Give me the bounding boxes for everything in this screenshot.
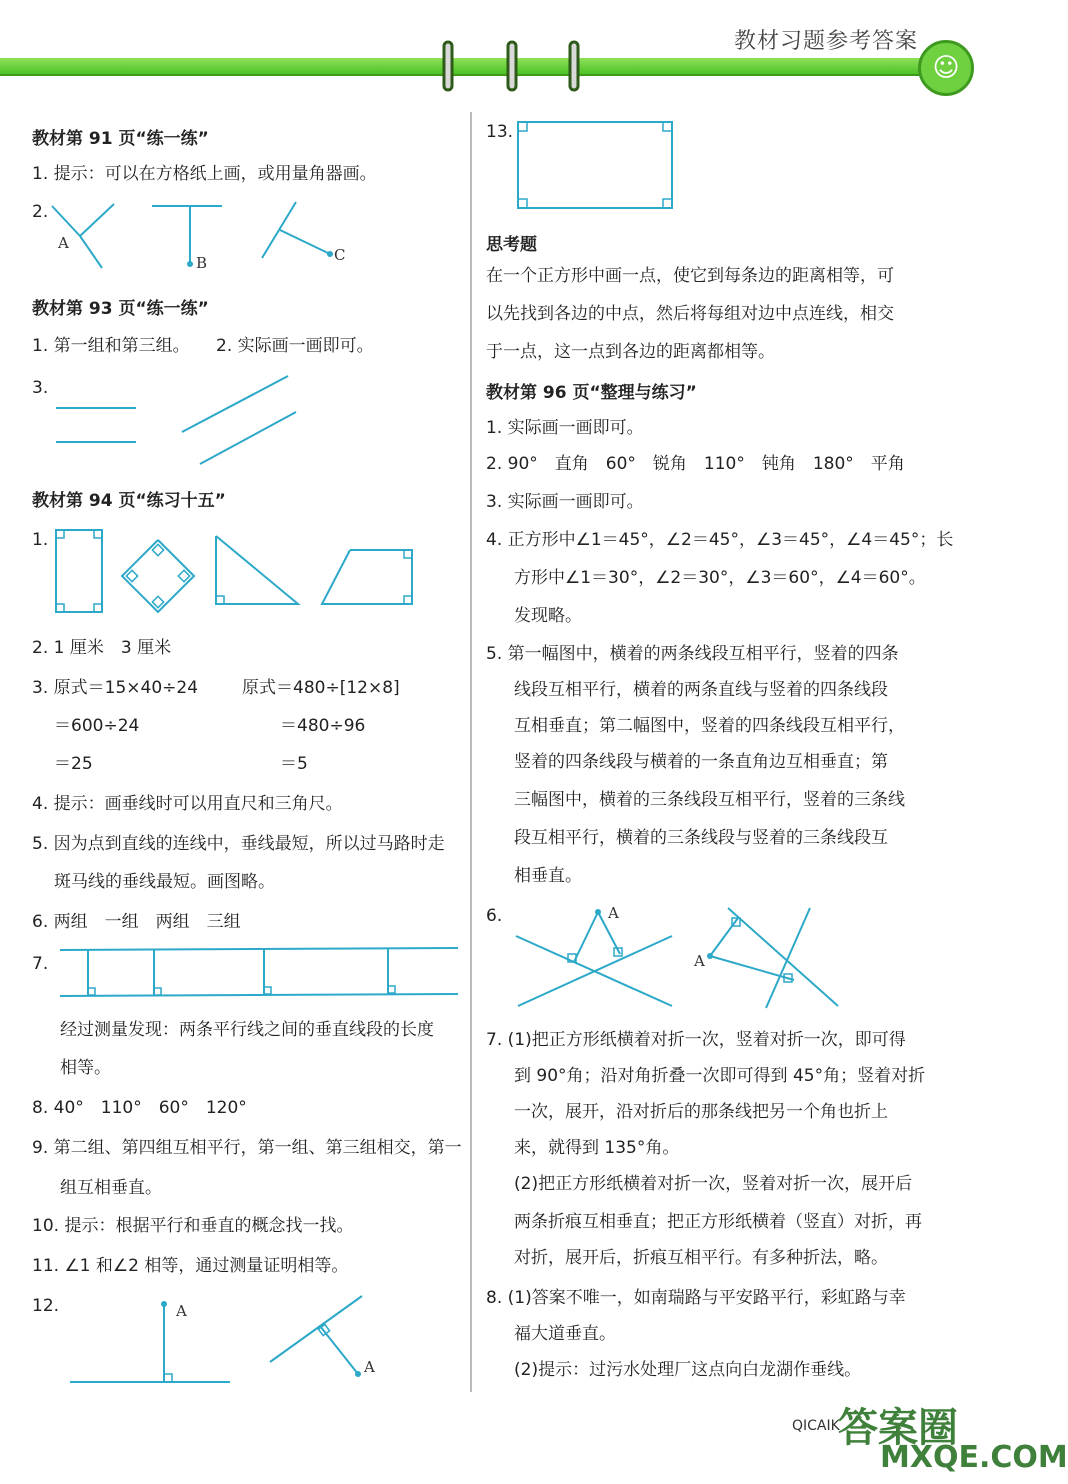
answer-96-8b: 福大道垂直。 <box>514 1324 616 1344</box>
mascot-logo-icon: ☺ <box>918 40 974 96</box>
label-c: C <box>334 246 346 264</box>
section-title-91: 教材第 91 页“练一练” <box>32 129 209 149</box>
answer-94-3e: ＝480÷96 <box>280 716 366 736</box>
answer-94-3c: ＝25 <box>54 754 93 774</box>
answer-94-7b: 相等。 <box>60 1058 111 1078</box>
figure-91-2 <box>52 198 352 278</box>
footer-brand: QICAIK <box>792 1418 840 1434</box>
section-title-think: 思考题 <box>486 235 537 255</box>
figure-94-1 <box>54 528 424 618</box>
answer-96-7c: 一次，展开，沿对折后的那条线把另一个角也折上 <box>514 1102 888 1122</box>
answer-94-5a: 5. 因为点到直线的连线中，垂线最短，所以过马路时走 <box>32 834 445 854</box>
answer-96-3: 3. 实际画一画即可。 <box>486 492 644 512</box>
answer-94-3d: 原式＝480÷[12×8] <box>242 678 400 698</box>
answer-96-6: 6. <box>486 906 503 926</box>
figure-96-6 <box>514 902 944 1012</box>
answer-94-11: 11. ∠1 和∠2 相等，通过测量证明相等。 <box>32 1256 349 1276</box>
answer-93-1: 1. 第一组和第三组。 <box>32 336 190 356</box>
watermark: 答案圈 <box>838 1405 958 1451</box>
answer-94-6: 6. 两组 一组 两组 三组 <box>32 912 241 932</box>
answer-94-2: 2. 1 厘米 3 厘米 <box>32 638 172 658</box>
label-a: A <box>608 904 619 922</box>
section-title-93: 教材第 93 页“练一练” <box>32 299 209 319</box>
header-title: 教材习题参考答案 <box>733 29 918 54</box>
answer-96-5d: 竖着的四条线段与横着的一条直角边互相垂直；第 <box>514 752 888 772</box>
answer-94-9b: 组互相垂直。 <box>60 1178 162 1198</box>
label-a: A <box>176 1302 187 1320</box>
answer-94-7: 7. <box>32 954 49 974</box>
answer-94-8: 8. 40° 110° 60° 120° <box>32 1098 247 1118</box>
answer-93-3: 3. <box>32 378 49 398</box>
answer-96-7e: (2)把正方形纸横着对折一次，竖着对折一次，展开后 <box>514 1174 913 1194</box>
answer-96-7f: 两条折痕互相垂直；把正方形纸横着（竖直）对折，再 <box>514 1212 922 1232</box>
answer-94-5b: 斑马线的垂线最短。画图略。 <box>54 872 275 892</box>
think-line-1: 在一个正方形中画一点，使它到每条边的距离相等，可 <box>486 266 894 286</box>
answer-96-8c: (2)提示：过污水处理厂这点向白龙湖作垂线。 <box>514 1360 862 1380</box>
answer-94-10: 10. 提示：根据平行和垂直的概念找一找。 <box>32 1216 354 1236</box>
think-line-2: 以先找到各边的中点，然后将每组对边中点连线，相交 <box>486 304 894 324</box>
figure-94-7 <box>60 944 466 1004</box>
answer-96-4b: 方形中∠1＝30°，∠2＝30°，∠3＝60°，∠4＝60°。 <box>514 568 926 588</box>
answer-96-5e: 三幅图中，横着的三条线段互相平行，竖着的三条线 <box>514 790 905 810</box>
column-divider <box>470 112 472 1392</box>
answer-96-5f: 段互相平行，横着的三条线段与竖着的三条线段互 <box>514 828 888 848</box>
answer-94-12: 12. <box>32 1296 60 1316</box>
answer-93-2: 2. 实际画一画即可。 <box>216 336 374 356</box>
answer-96-4a: 4. 正方形中∠1＝45°，∠2＝45°，∠3＝45°，∠4＝45°；长 <box>486 530 954 550</box>
label-a: A <box>694 952 705 970</box>
answer-96-7g: 对折，展开后，折痕互相平行。有多种折法，略。 <box>514 1248 888 1268</box>
answer-96-5a: 5. 第一幅图中，横着的两条线段互相平行，竖着的四条 <box>486 644 899 664</box>
answer-94-3a: 3. 原式＝15×40÷24 <box>32 678 199 698</box>
answer-96-5g: 相垂直。 <box>514 866 582 886</box>
answer-13: 13. <box>486 122 514 142</box>
answer-96-2: 2. 90° 直角 60° 锐角 110° 钝角 180° 平角 <box>486 454 905 474</box>
label-b: B <box>196 254 208 272</box>
answer-96-7a: 7. (1)把正方形纸横着对折一次，竖着对折一次，即可得 <box>486 1030 906 1050</box>
figure-94-12 <box>70 1294 390 1390</box>
answer-94-3b: ＝600÷24 <box>54 716 140 736</box>
binder-rings-icon <box>432 36 592 96</box>
section-title-94: 教材第 94 页“练习十五” <box>32 491 226 511</box>
answer-96-5b: 线段互相平行，横着的两条直线与竖着的四条线段 <box>514 680 888 700</box>
answer-94-7a: 经过测量发现：两条平行线之间的垂直线段的长度 <box>60 1020 434 1040</box>
label-a: A <box>58 234 69 252</box>
answer-96-7d: 来，就得到 135°角。 <box>514 1138 680 1158</box>
watermark-url: MXQE.COM <box>880 1440 1068 1475</box>
answer-94-1: 1. <box>32 530 49 550</box>
answer-91-1: 1. 提示：可以在方格纸上画，或用量角器画。 <box>32 164 377 184</box>
section-title-96: 教材第 96 页“整理与练习” <box>486 383 697 403</box>
answer-96-8a: 8. (1)答案不唯一，如南瑞路与平安路平行，彩虹路与幸 <box>486 1288 906 1308</box>
label-a: A <box>364 1358 375 1376</box>
answer-96-1: 1. 实际画一画即可。 <box>486 418 644 438</box>
answer-94-9a: 9. 第二组、第四组互相平行，第一组、第三组相交，第一 <box>32 1138 462 1158</box>
figure-13 <box>516 120 676 212</box>
figure-93-3 <box>52 372 332 472</box>
answer-91-2: 2. <box>32 202 49 222</box>
answer-94-4: 4. 提示：画垂线时可以用直尺和三角尺。 <box>32 794 343 814</box>
answer-96-7b: 到 90°角；沿对角折叠一次即可得到 45°角；竖着对折 <box>514 1066 926 1086</box>
think-line-3: 于一点，这一点到各边的距离都相等。 <box>486 342 775 362</box>
answer-96-4c: 发现略。 <box>514 606 582 626</box>
answer-94-3f: ＝5 <box>280 754 308 774</box>
answer-96-5c: 互相垂直；第二幅图中，竖着的四条线段互相平行， <box>514 716 905 736</box>
